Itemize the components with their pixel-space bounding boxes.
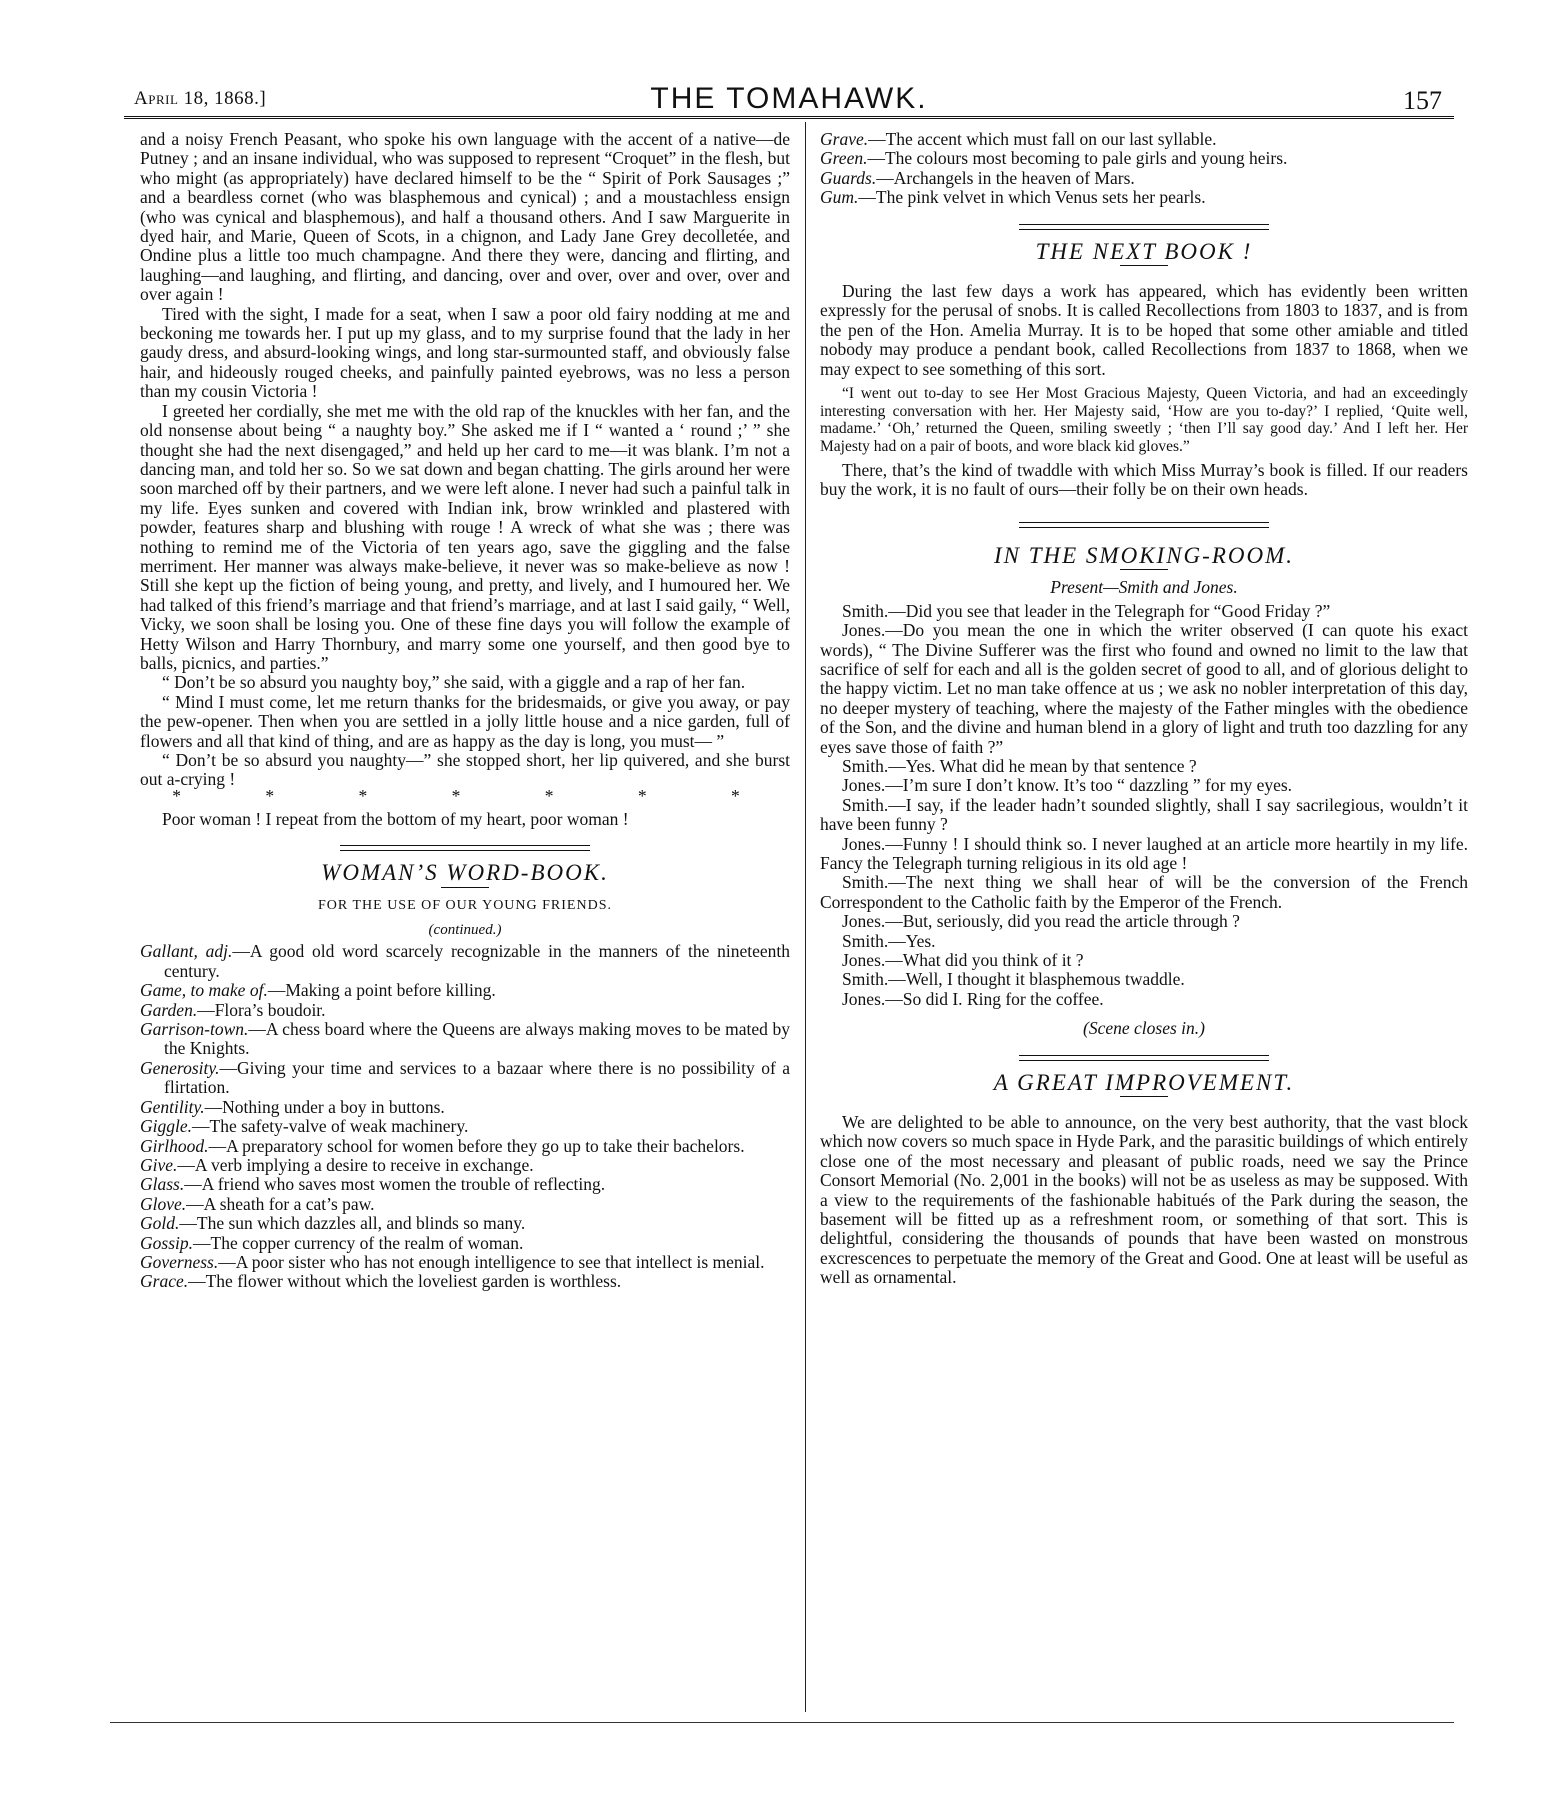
word-entry bbox=[820, 149, 1468, 168]
story-paragraph: “ Don’t be so absurd you naughty—” she stopped short, her lip quivered, and she burst out a-crying ! bbox=[140, 750, 790, 790]
word-entry bbox=[820, 188, 1468, 207]
right-column bbox=[820, 130, 1468, 1288]
word-entry bbox=[140, 1117, 790, 1136]
word-term: Gold. bbox=[140, 1213, 180, 1234]
word-term: Gum. bbox=[820, 187, 859, 208]
dialogue-line: Smith.—Yes. What did he mean by that sentence ? bbox=[842, 755, 1197, 776]
dialogue-line: Smith.—Well, I thought it blasphemous twaddle. bbox=[842, 969, 1185, 990]
wordbook-title: WOMAN’S WORD-BOOK. bbox=[321, 860, 609, 886]
wordbook-entries bbox=[140, 942, 790, 1291]
word-definition: —Giving your time and services to a bazaar where there is no possibility of a flirtation. bbox=[164, 1057, 790, 1098]
next-book-title: THE NEXT BOOK ! bbox=[1035, 238, 1253, 264]
page-number: 157 bbox=[1403, 86, 1442, 115]
dialogue-line: Jones.—So did I. Ring for the coffee. bbox=[842, 988, 1104, 1009]
smoking-room-title: IN THE SMOKING-ROOM. bbox=[993, 542, 1294, 568]
issue-date: April 18, 1868.] bbox=[134, 88, 267, 109]
short-rule bbox=[1120, 569, 1168, 570]
dialogue-line: Jones.—Funny ! I should think so. I never laughed at an article more heartily in my life. Fancy the Telegraph turning religious in its old age ! bbox=[820, 833, 1468, 873]
word-entry bbox=[140, 1001, 790, 1020]
story-paragraph: “ Don’t be so absurd you naughty boy,” she said, with a giggle and a rap of her fan. bbox=[162, 672, 746, 693]
dialogue bbox=[820, 602, 1468, 1010]
word-definition: —A preparatory school for women before they go up to take their bachelors. bbox=[208, 1135, 745, 1156]
masthead-title: THE TOMAHAWK. bbox=[650, 82, 928, 115]
word-entry bbox=[140, 1020, 790, 1059]
dialogue-line: Jones.—What did you think of it ? bbox=[842, 950, 1084, 970]
article-paragraph: There, that’s the kind of twaddle with which Miss Murray’s book is filled. If our readers buy the work, it is no fault of ours—their folly be on their own heads. bbox=[820, 460, 1468, 500]
word-entry bbox=[140, 1156, 790, 1175]
dialogue-line: Jones.—But, seriously, did you read the article through ? bbox=[842, 911, 1240, 932]
word-term: Grave. bbox=[820, 129, 869, 149]
section-rule bbox=[340, 845, 590, 851]
section-rule bbox=[1019, 522, 1269, 528]
word-definition: —Nothing under a boy in buttons. bbox=[204, 1096, 445, 1117]
dramatis-personae: Present—Smith and Jones. bbox=[1050, 577, 1238, 598]
word-term: Gossip. bbox=[140, 1232, 193, 1253]
word-entry bbox=[140, 1137, 790, 1156]
page-bottom-rule bbox=[110, 1722, 1454, 1723]
word-term: Gentility. bbox=[140, 1096, 205, 1117]
word-entry bbox=[820, 130, 1468, 149]
word-entry bbox=[140, 981, 790, 1000]
word-definition: —A good old word scarcely recognizable in the manners of the nineteenth century. bbox=[164, 941, 790, 981]
story-paragraph: I greeted her cordially, she met me with the old rap of the knuckles with her fan, and the old nonsense about being “ a naughty boy.” She asked me if I “ wanted a ‘ round ;’ ” she thought she had the next disengaged,” and held up her card to me—it was blank. I’m not a dancing man, and told her so. So we sat down and began chatting. The girls around her were soon marched off by their partners, and we were left alone. I never had such a painful talk in my life. Eyes sunken and covered with Indian ink, brow wrinkled and plastered with powder, features sharp and blushing with rouge ! A wreck of what she was ; there was nothing to remind me of the Victoria of ten years ago, save the giggling and the false merriment. Her manner was always make-believe, it never was so make-believe as now ! Still she kept up the fiction of being young, and pretty, and lively, and I humoured her. We had talked of this friend’s marriage and that friend’s marriage, and at last I said gaily, “ Well, Vicky, we soon shall be losing you. One of these fine days you will follow the example of Hetty Wilson and Harry Thornbury, and marry some one yourself, and then good bye to balls, picnics, and parties.” bbox=[140, 400, 790, 673]
section-rule bbox=[1019, 224, 1269, 230]
word-term: Guards. bbox=[820, 167, 877, 188]
word-definition: —A verb implying a desire to receive in exchange. bbox=[177, 1154, 534, 1175]
word-entry bbox=[140, 1059, 790, 1098]
left-column bbox=[140, 130, 790, 1292]
article-paragraph: We are delighted to be able to announce, on the very best authority, that the vast block which now covers so much space in Hyde Park, and the parasitic buildings of which entirely close one of the most necessary and pleasant of public roads, need we say the Prince Consort Memorial (No. 2,001 in the books) will not be as useless as may be supposed. With a view to the requirements of the fashionable habitués of the Park during the season, the basement will be fitted up as a refreshment room, or something of that sort. This is delightful, considering the thousands of pounds that have been wasted on monstrous excrescences to perpetuate the memory of the Great and Good. One at least will be useful as well as ornamental. bbox=[820, 1112, 1468, 1288]
word-term: Giggle. bbox=[140, 1116, 193, 1137]
short-rule bbox=[1120, 265, 1168, 266]
word-definition: —The pink velvet in which Venus sets her pearls. bbox=[858, 187, 1206, 208]
page-header bbox=[124, 82, 1454, 119]
word-entry bbox=[140, 1234, 790, 1253]
dialogue-line: Smith.—Did you see that leader in the Telegraph for “Good Friday ?” bbox=[842, 600, 1331, 621]
word-term: Game, to make of. bbox=[140, 980, 268, 1001]
wordbook-subtitle: FOR THE USE OF OUR YOUNG FRIENDS. bbox=[318, 897, 612, 913]
section-rule bbox=[1019, 1055, 1269, 1061]
word-term: Gallant, adj. bbox=[140, 941, 233, 962]
dialogue-line: Smith.—The next thing we shall hear of will be the conversion of the French Correspondent to the Catholic faith by the Emperor of the French. bbox=[820, 872, 1468, 912]
word-definition: —A sheath for a cat’s paw. bbox=[186, 1193, 375, 1214]
word-definition: —A friend who saves most women the trouble of reflecting. bbox=[184, 1174, 606, 1195]
word-entry bbox=[140, 942, 790, 981]
scene-closes: (Scene closes in.) bbox=[1083, 1018, 1205, 1039]
word-definition: —The accent which must fall on our last syllable. bbox=[868, 129, 1217, 149]
word-definition: —Archangels in the heaven of Mars. bbox=[876, 167, 1135, 188]
dialogue-line: Smith.—Yes. bbox=[842, 930, 936, 951]
word-term: Give. bbox=[140, 1154, 178, 1175]
word-entry bbox=[140, 1253, 790, 1272]
dialogue-line: Smith.—I say, if the leader hadn’t sounded slightly, shall I say sacrilegious, wouldn’t it have been funny ? bbox=[820, 794, 1468, 835]
word-definition: —Flora’s boudoir. bbox=[197, 999, 326, 1020]
word-definition: —The copper currency of the realm of woman. bbox=[193, 1232, 524, 1253]
word-term: Green. bbox=[820, 148, 868, 169]
wordbook-continued: (continued.) bbox=[428, 922, 502, 939]
word-entry bbox=[140, 1175, 790, 1194]
short-rule bbox=[441, 887, 489, 888]
word-entry bbox=[140, 1214, 790, 1233]
newspaper-page bbox=[124, 82, 1468, 1722]
story-paragraph: Poor woman ! I repeat from the bottom of my heart, poor woman ! bbox=[162, 808, 629, 829]
article-paragraph: During the last few days a work has appeared, which has evidently been written expressly for the perusal of snobs. It is called Recollections from 1803 to 1837, and is from the pen of the Hon. Amelia Murray. It is to be hoped that some other amiable and titled nobody may produce a pendant book, called Recollections from 1837 to 1868, when we may expect to see something of this sort. bbox=[820, 281, 1468, 379]
word-term: Governess. bbox=[140, 1251, 219, 1272]
column-divider bbox=[805, 122, 806, 1712]
story-paragraph: and a noisy French Peasant, who spoke his own language with the accent of a native—de Putney ; and an insane individual, who was supposed to represent “Croquet” in the flesh, but who might (as appropriately) have declared himself to be the “ Spirit of Pork Sausages ;” and a beardless cornet (who was blasphemous and cynical) ; and a moustachless ensign (who was cynical and blasphemous), and half a thousand others. And I saw Marguerite in dyed hair, and Marie, Queen of Scots, in a chignon, and Lady Jane Grey decolletée, and Ondine plus a little too much champagne. And there they were, dancing and flirting, and laughing—and laughing, and flirting, and dancing, over and over, over and over, over and over again ! bbox=[140, 129, 790, 305]
word-term: Glass. bbox=[140, 1174, 185, 1195]
word-definition: —A chess board where the Queens are always making moves to be mated by the Knights. bbox=[164, 1019, 790, 1059]
word-entry bbox=[140, 1098, 790, 1117]
word-term: Generosity. bbox=[140, 1057, 220, 1078]
dialogue-line: Jones.—Do you mean the one in which the writer observed (I can quote his exact words), “ The Divine Sufferer was the first who found and owned no limit to the law that sacrifice of self for each and all is the golden secret of good to all, and of glorious delight to the happy victim. Let no man take offence at us ; we ask no nobler interpretation of this day, no deeper mystery of teaching, where the majesty of the Father mingles with the obedience of the Son, and the divine and human blend in a glory of light and truth too dazzling for any eyes save those of faith ?” bbox=[820, 620, 1468, 757]
word-entry bbox=[820, 169, 1468, 188]
word-term: Girlhood. bbox=[140, 1135, 209, 1156]
word-term: Garrison-town. bbox=[140, 1019, 249, 1040]
section-stars: * * * * * * * bbox=[172, 785, 780, 806]
story-paragraph: “ Mind I must come, let me return thanks for the bridesmaids, or give you away, or pay the pew-opener. Then when you are settled in a jolly little house and a nice garden, full of flowers and all that kind of thing, and are as happy as the day is long, you must— ” bbox=[140, 691, 790, 751]
story-paragraph: Tired with the sight, I made for a seat, when I saw a poor old fairy nodding at me and beckoning me towards her. I put up my glass, and to my surprise found that the lady in her gaudy dress, and absurd-looking wings, and long star-surmounted staff, and obviously false hair, and hideously rouged cheeks, and painfully painted eyebrows, was no less a person than my cousin Victoria ! bbox=[140, 303, 790, 402]
word-term: Grace. bbox=[140, 1271, 189, 1292]
word-definition: —The sun which dazzles all, and blinds so many. bbox=[179, 1213, 526, 1234]
word-definition: —A poor sister who has not enough intelligence to see that intellect is menial. bbox=[218, 1251, 765, 1272]
great-improvement-title: A GREAT IMPROVEMENT. bbox=[993, 1069, 1295, 1095]
article-quote: “I went out to-day to see Her Most Gracious Majesty, Queen Victoria, and had an exceedingly interesting conversation with her. Her Majesty said, ‘How are you to-day?’ I replied, ‘Quite well, madame.’ ‘Oh,’ returned the Queen, smiling sweetly ; ‘then I’ll say good day.’ And I left her. Her Majesty had on a pair of boots, and wore black kid gloves.” bbox=[820, 385, 1468, 455]
word-term: Glove. bbox=[140, 1193, 187, 1214]
short-rule bbox=[1120, 1096, 1168, 1097]
word-term: Garden. bbox=[140, 999, 198, 1020]
word-entry bbox=[140, 1272, 790, 1291]
dialogue-line: Jones.—I’m sure I don’t know. It’s too “ dazzling ” for my eyes. bbox=[842, 775, 1293, 796]
word-definition: —Making a point before killing. bbox=[267, 980, 496, 1001]
word-definition: —The safety-valve of weak machinery. bbox=[192, 1116, 469, 1137]
wordbook-entries-continued bbox=[820, 130, 1468, 208]
word-definition: —The colours most becoming to pale girls and young heirs. bbox=[867, 148, 1288, 169]
word-definition: —The flower without which the loveliest garden is worthless. bbox=[188, 1271, 622, 1292]
word-entry bbox=[140, 1195, 790, 1214]
